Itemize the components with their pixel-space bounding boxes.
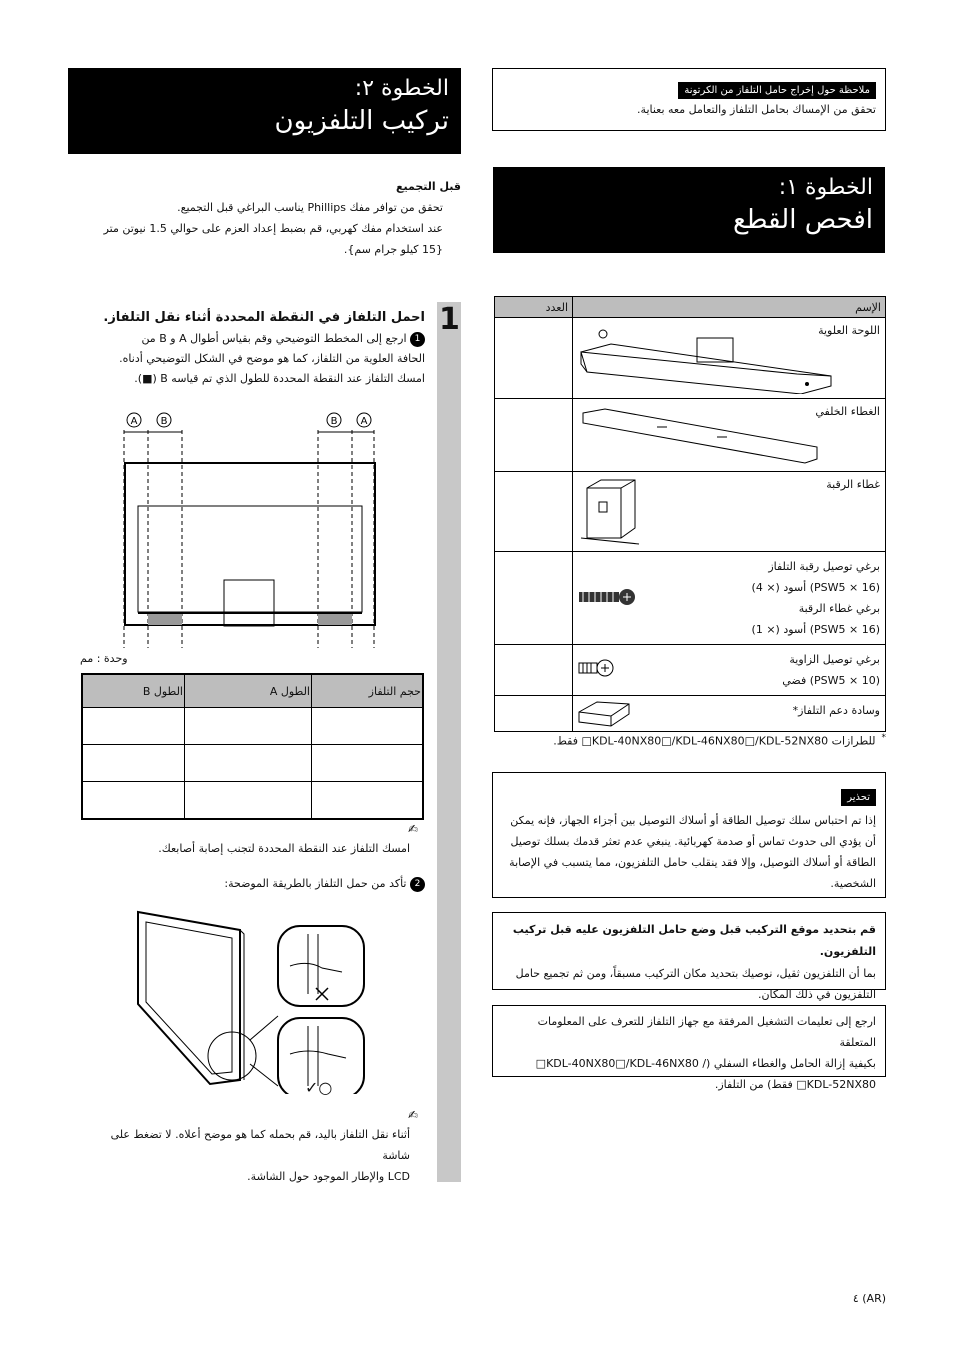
parts-header-name: الإسم bbox=[573, 297, 886, 318]
note-box bbox=[492, 68, 886, 131]
before-assembly-heading: قبل التجميع bbox=[395, 180, 461, 193]
part-row-top-plate bbox=[573, 318, 886, 399]
instruction1-heading: احمل التلفاز في النقطة المحددة أثناء نقل التلفاز. bbox=[103, 310, 425, 325]
dim-cell bbox=[185, 708, 312, 745]
dim-header-size: حجم التلفاز bbox=[312, 674, 424, 708]
black-screw-icon bbox=[577, 586, 637, 608]
part-line3: برغي غطاء الرقبة bbox=[798, 602, 880, 615]
part-row-back-cover bbox=[573, 399, 886, 472]
location-line2: التلفزيون في ذلك المكان. bbox=[757, 988, 876, 1001]
dim-cell bbox=[185, 745, 312, 782]
parts-header-qty: العدد bbox=[495, 297, 573, 318]
step1-title-line1: الخطوة ١: bbox=[778, 175, 873, 200]
part-row-support-pad bbox=[573, 696, 886, 732]
silver-screw-icon bbox=[577, 657, 617, 679]
dim-cell bbox=[312, 782, 424, 820]
dim-cell bbox=[82, 782, 185, 820]
part-row-screws bbox=[573, 552, 886, 645]
part-line4: (PSW5 × 16) أسود (× 1) bbox=[751, 623, 880, 636]
unit-label: وحدة : مم bbox=[80, 652, 128, 665]
step1-title-line2: افحص القطع bbox=[732, 204, 873, 235]
manual-line3: KDL-52NX80□ فقط) من التلفاز. bbox=[714, 1078, 876, 1091]
label-b-left: B bbox=[160, 416, 168, 427]
part-name: اللوحة العلوية bbox=[818, 324, 880, 337]
step2-row bbox=[80, 873, 425, 894]
part-qty bbox=[495, 696, 573, 732]
before-assembly-line3: {15 كيلو جرام سم}. bbox=[343, 243, 443, 256]
part-qty bbox=[495, 552, 573, 645]
part-line2: (PSW5 × 10) فضي bbox=[782, 674, 880, 687]
step-marker-2: 2 bbox=[410, 877, 425, 892]
note2-line1: أثناء نقل التلفاز باليد، قم بحمله كما هو موضح أعلاه. لا تضغط على شاشة bbox=[110, 1128, 410, 1162]
part-name: وسادة دعم التلفاز* bbox=[792, 704, 880, 717]
tv-carry-illustration bbox=[132, 904, 372, 1094]
part-qty bbox=[495, 472, 573, 552]
step2-text: تأكد من حمل التلفاز بالطريقة الموضحة: bbox=[224, 877, 407, 890]
part-qty bbox=[495, 318, 573, 399]
step2-title-line2: تركيب التلفزيون bbox=[274, 105, 449, 136]
back-cover-illustration bbox=[577, 405, 827, 469]
manual-box bbox=[492, 1005, 886, 1091]
before-assembly-line2: عند استخدام مفك كهربي، قم بضبط إعداد العزم على حوالي 1.5 نيوتن متر bbox=[103, 222, 443, 235]
location-heading: قم بتحديد موقع التركيب قبل وضع حامل التلفزيون عليه قبل تركيب التلفزيون. bbox=[512, 923, 876, 958]
warning-line3: الطاقة أو أسلاك التوصيل، وإلا فقد ينقلب حامل التلفزيون، مما يتسبب في الإصابة bbox=[509, 856, 876, 869]
dim-cell bbox=[185, 782, 312, 820]
warning-line1: إذا تم احتباس سلك توصيل الطاقة أو أسلاك التوصيل بين أجزاء الجهاز، فإنه يمكن bbox=[510, 814, 876, 827]
part-line2: (PSW5 × 16) أسود (× 4) bbox=[751, 581, 880, 594]
dim-cell bbox=[312, 745, 424, 782]
before-assembly-line1: تحقق من توافر مفك Phillips يناسب البراغي قبل التجميع. bbox=[177, 201, 443, 214]
manual-line1: ارجع إلى تعليمات التشغيل المرفقة مع جهاز التلفاز للتعرف على المعلومات المتعلقة bbox=[537, 1015, 876, 1049]
manual-line2: بكيفية إزالة الحامل والغطاء السفلي (/ KDL-40NX80□/KDL-46NX80□ bbox=[535, 1057, 876, 1070]
note1-text: امسك التلفاز عند النقطة المحددة لتجنب إصابة أصابعك. bbox=[158, 842, 410, 855]
step2-title-line1: الخطوة ٢: bbox=[354, 76, 449, 101]
step1-line3: امسك التلفاز عند النقطة المحددة للطول الذي تم قياسه B (■). bbox=[134, 372, 425, 385]
instruction-sidebar bbox=[437, 302, 461, 1182]
step2-header bbox=[68, 68, 461, 154]
location-line1: بما أن التلفزيون ثقيل، نوصيك بتحديد مكان التركيب مسبقاً، ومن ثم تجميع حامل bbox=[515, 967, 876, 980]
correct-icon: ✓○ bbox=[305, 1078, 333, 1097]
instruction1-block bbox=[80, 310, 425, 389]
step1-line2: الحافة العلوية من التلفاز، كما هو موضح في الشكل التوضيحي أدناه. bbox=[119, 352, 425, 365]
neck-cover-illustration bbox=[579, 474, 649, 548]
part-line1: برغي توصيل رقبة التلفاز bbox=[768, 560, 880, 573]
dim-header-b: الطول B bbox=[82, 674, 185, 708]
warning-tag: تحذير bbox=[841, 789, 876, 806]
footnote-mark: * bbox=[881, 733, 886, 743]
footnote-text: للطرازات KDL-40NX80□/KDL-46NX80□/KDL-52NX80□ فقط. bbox=[553, 734, 876, 748]
parts-table bbox=[494, 296, 886, 732]
label-b-right: B bbox=[330, 416, 338, 427]
step-marker-1: 1 bbox=[410, 332, 425, 347]
instruction-number: 1 bbox=[439, 302, 460, 337]
location-box bbox=[492, 912, 886, 1001]
note-icon: ✍ bbox=[408, 822, 419, 836]
dimensions-table bbox=[81, 673, 424, 820]
step1-header bbox=[493, 167, 885, 253]
top-plate-illustration bbox=[577, 324, 837, 394]
part-qty bbox=[495, 399, 573, 472]
warning-box bbox=[492, 772, 886, 898]
page-number: ٤ (AR) bbox=[852, 1292, 886, 1305]
support-pad-illustration bbox=[577, 700, 633, 728]
part-name: الغطاء الخلفي bbox=[815, 405, 880, 418]
dim-cell bbox=[82, 745, 185, 782]
part-name: غطاء الرقبة bbox=[826, 478, 880, 491]
note-text: تحقق من الإمساك بحامل التلفاز والتعامل معه بعناية. bbox=[637, 103, 876, 116]
before-assembly bbox=[68, 180, 461, 260]
part-line1: برغي توصيل الزاوية bbox=[789, 653, 880, 666]
label-a-left: A bbox=[130, 416, 138, 427]
part-row-neck-cover bbox=[573, 472, 886, 552]
note2-line2: LCD والإطار الموجود حول الشاشة. bbox=[247, 1170, 410, 1183]
dim-header-a: الطول A bbox=[185, 674, 312, 708]
dim-cell bbox=[312, 708, 424, 745]
warning-line4: الشخصية. bbox=[830, 877, 876, 890]
note2 bbox=[80, 1124, 410, 1187]
warning-line2: أن يؤدي الى حدوث تماس أو صدمة كهربائية. ينبغي عدم تعثر قدمك بسلك توصيل bbox=[510, 835, 876, 848]
parts-footnote bbox=[494, 733, 886, 748]
dim-cell bbox=[82, 708, 185, 745]
label-a-right: A bbox=[360, 416, 368, 427]
note-icon: ✍ bbox=[408, 1108, 419, 1122]
step1-line1: ارجع إلى المخطط التوضيحي وقم بقياس أطوال A و B من bbox=[141, 332, 407, 345]
note-tag: ملاحظة حول إخراج حامل التلفاز من الكرتونة bbox=[678, 82, 876, 99]
part-qty bbox=[495, 645, 573, 696]
part-row-corner-screw bbox=[573, 645, 886, 696]
tv-measurement-diagram bbox=[118, 408, 388, 648]
